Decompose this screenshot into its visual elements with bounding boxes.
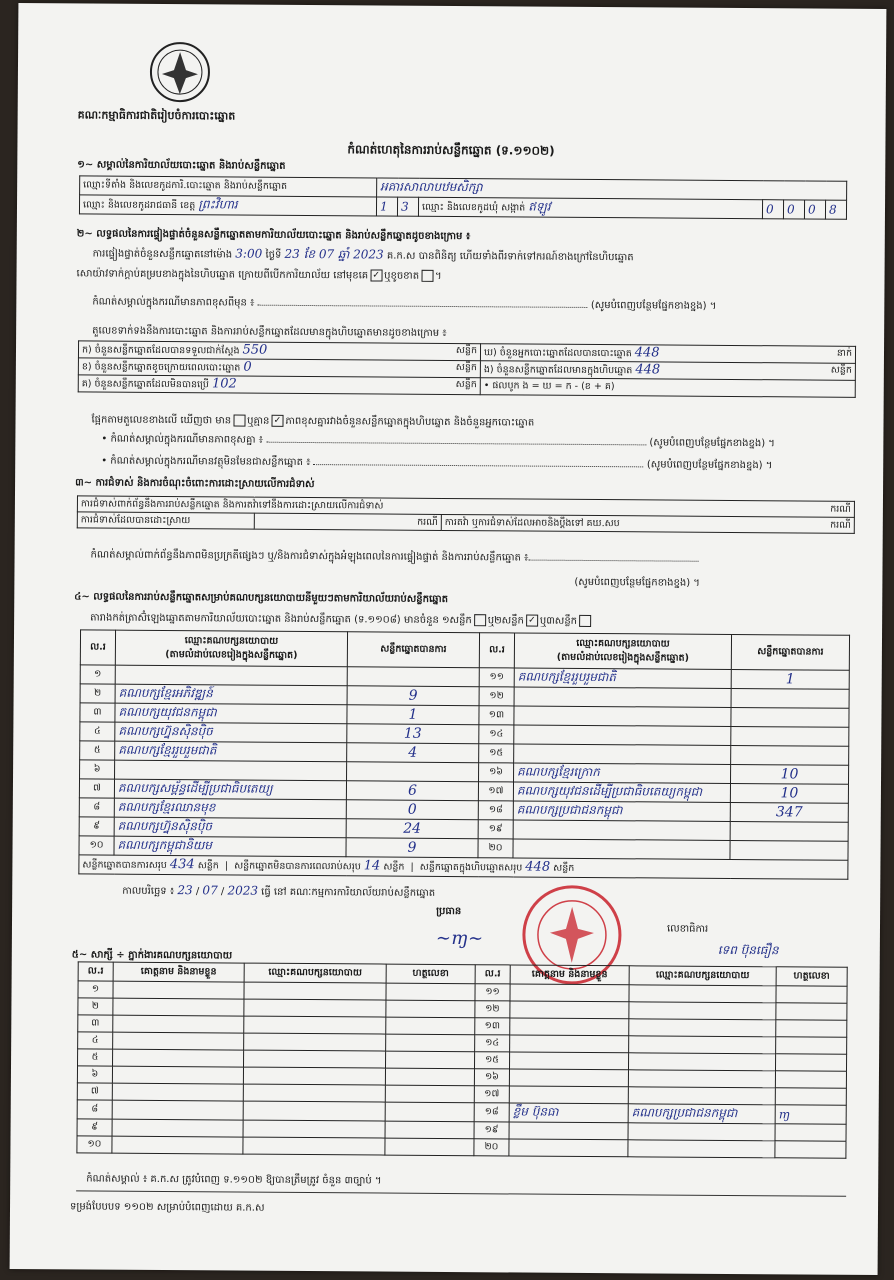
party-cell-votes: 4 (347, 743, 479, 763)
party-cell-no: ៤ (80, 722, 115, 741)
party-cell-party: គណបក្សខ្មែរឈានមុខ (114, 798, 346, 819)
party-cell-no2: ១៥ (479, 744, 514, 763)
party-cell-party: គណបក្សសម្ព័ន្ធដើម្បីប្រជាធិបតេយ្យ (114, 779, 346, 800)
org-header: គណៈកម្មាធិការជាតិរៀបចំការបោះឆ្នោត (77, 108, 236, 123)
witness-cell-party (244, 1016, 386, 1034)
witness-cell-name (112, 1066, 243, 1084)
note-line-1: កំណត់សម្គាល់ក្នុងករណីមានភាពខុសពីមុន ៖ (សូមបំពេញបន្ថែមផ្នែកខាងខ្នង) ។ (92, 296, 717, 312)
code-digit: 0 (804, 200, 825, 219)
party-cell-no2: ១៦ (479, 763, 514, 782)
date-line: កាលបរិច្ឆេទ ៖ 23 / 07 / 2023 ធ្វើ នៅ គណៈកម្មការការិយាល័យរាប់សន្លឹកឆ្នោត (122, 883, 436, 899)
party-cell-party: គណបក្សកម្ពុជានិយម (114, 836, 346, 857)
complaint-row-1: ការជំទាស់ពាក់ព័ន្ធនឹងការរាប់សន្លឹកឆ្នោត និងការតវ៉ាទៅនឹងការដោះស្រាយលើការជំទាស់ ករណី (77, 496, 854, 517)
party-cell-votes: 1 (347, 705, 479, 725)
party-cell-party2 (514, 706, 731, 727)
section-1-title: ១~ សម្គាល់នៃការិយាល័យបោះឆ្នោត និងរាប់សន្លឹកឆ្នោត (77, 159, 286, 172)
witness-cell-name2 (510, 1018, 629, 1036)
witness-cell-party2 (628, 1070, 775, 1088)
col-no: ល.រ (78, 962, 113, 981)
col-sign: ហត្ថលេខា (386, 964, 475, 984)
witness-cell-party (243, 1084, 385, 1102)
witness-cell-name2 (510, 984, 629, 1002)
stats-table (78, 340, 856, 397)
code-digit: 8 (825, 200, 846, 219)
witness-cell-no: ១០ (77, 1136, 112, 1153)
party-cell-votes2 (731, 688, 849, 708)
section-5-title: ៥~ សាក្សី ÷ ភ្នាក់ងារគណបក្សនយោបាយ (71, 949, 233, 962)
party-cell-votes: 9 (347, 686, 479, 706)
witness-cell-party (243, 1067, 385, 1085)
code-digit: 1 (376, 197, 397, 216)
witness-cell-sign2 (775, 1141, 846, 1158)
witness-cell-party (244, 982, 386, 1000)
witness-cell-party (244, 1033, 386, 1051)
col-party: ឈ្មោះគណបក្សនយោបាយ (629, 966, 776, 986)
section-3-title: ៣~ ការជំទាស់ និងការចំណុះចំពោះការដោះស្រាយលើការជំទាស់ (75, 477, 315, 491)
witness-cell-party (243, 1101, 385, 1121)
stats-intro: តួលេខទាក់ទងនឹងការបោះឆ្នោត និងការរាប់សន្លឹកឆ្នោតដែលមានក្នុងហិបឆ្នោតមានដូចខាងក្រោម ៖ (92, 325, 447, 339)
witness-cell-sign2 (775, 1124, 846, 1141)
party-cell-party: គណបក្សយុវជនកម្ពុជា (115, 703, 347, 724)
seal-line: សោយ៉ាវទាក់ក្ដាប់គម្របខាងក្នុងនៃហិបឆ្នោត ក្រោយពីបើកការិយាល័យ នៅមុខគេ ✓ ឬខូចខាត ។ (76, 268, 442, 282)
witness-cell-name (112, 1100, 243, 1120)
witness-cell-party (243, 1137, 385, 1155)
witness-cell-no2: ១១ (475, 984, 510, 1001)
party-cell-votes2 (731, 707, 849, 727)
witness-cell-no: ៦ (77, 1066, 112, 1083)
page-title: កំណត់ហេតុនៃការរាប់សន្លឹកឆ្នោត (ទ.១១០២) (347, 142, 555, 158)
witness-cell-name2 (510, 1001, 629, 1019)
party-cell-no2: ១១ (479, 668, 514, 687)
party-cell-party2: គណបក្សប្រជាជនកម្ពុជា (513, 801, 730, 822)
totals-row: សន្លឹកឆ្នោតបានការសរុប 434 សន្លឹក | សន្លឹកឆ្នោតមិនបានការពេលរាប់សរុប 14 សន្លឹក | សន្លឹកឆ្នោតក្នុងហិបឆ្នោតសរុប 448 សន្លឹក (79, 855, 848, 879)
witness-cell-no2: ១៧ (474, 1086, 509, 1103)
col-party: ឈ្មោះគណបក្សនយោបាយ (តាមលំដាប់លេខរៀងក្នុងសន្លឹកឆ្នោត) (514, 633, 731, 670)
nec-emblem-icon (148, 40, 212, 104)
count-time-line: ការផ្ទៀងផ្ទាត់ចំនួនសន្លឹកឆ្នោតនៅម៉ោង 3:00 ថ្ងៃទី 23 ខែ 07 ឆ្នាំ 2023 គ.ក.ស បានពិនិត្យ ហើយទាំងពីរទាក់ទៅករណ៍ខាងក្រៅនៃហិបឆ្នោត (92, 246, 634, 264)
witness-cell-sign (386, 1017, 475, 1035)
witness-cell-no2: ១៣ (475, 1018, 510, 1035)
witness-cell-sign2 (775, 1054, 846, 1071)
continue-note-4: (សូមបំពេញបន្ថែមផ្នែកខាងខ្នង) ។ (574, 576, 700, 589)
witness-cell-party (244, 1050, 386, 1068)
party-results-table (78, 629, 850, 879)
stat-e: ង) ចំនួនសន្លឹកឆ្នោតដែលមានក្នុងហិបឆ្នោត 448 សន្លឹក (480, 361, 855, 381)
witness-cell-name (112, 1083, 243, 1101)
party-cell-no2: ១៩ (478, 820, 513, 839)
witness-cell-party2 (628, 1087, 775, 1105)
party-cell-party: គណបក្សហ្វ៊ុនស៊ិនប៉ិច (114, 817, 346, 838)
witness-cell-sign (385, 1102, 474, 1122)
ballot-count-form (10, 3, 887, 1275)
party-cell-votes2 (730, 840, 848, 860)
witness-cell-name2 (509, 1139, 628, 1157)
party-cell-no: ៣ (80, 703, 115, 722)
witness-cell-name2 (509, 1086, 628, 1104)
col-votes: សន្លឹកឆ្នោតបានការ (347, 632, 479, 668)
witness-cell-sign (385, 1068, 474, 1086)
stat-a: ក) ចំនួនសន្លឹកឆ្នោតដែលបានទទួលជាក់ស្ដែង 550 សន្លឹក (78, 341, 480, 361)
witness-cell-sign2 (775, 1071, 846, 1088)
witness-cell-no: ១ (78, 981, 113, 998)
col-no: ល.រ (80, 630, 115, 665)
party-cell-votes2: 1 (731, 669, 849, 689)
witness-cell-party2: គណបក្សប្រជាជនកម្ពុជា (628, 1104, 775, 1124)
party-cell-party2: គណបក្សខ្មែរក្រោក (514, 763, 731, 784)
party-cell-party2: គណបក្សយុវជនដើម្បីប្រជាធិបតេយ្យកម្ពុជា (513, 782, 730, 803)
witness-cell-party (243, 1120, 385, 1138)
col-party: ឈ្មោះគណបក្សនយោបាយ (244, 963, 386, 983)
witness-cell-sign (386, 1051, 475, 1069)
party-cell-votes2: 347 (730, 802, 848, 822)
witness-cell-name (113, 1015, 244, 1033)
discrepancy-line: ផ្អែកតាមតួលេខខាងលើ ឃើញថា មាន ឬគ្មាន ✓ ភាពខុសគ្នារវាងចំនួនសន្លឹកឆ្នោតក្នុងហិបឆ្នោត និងចំនួនអ្នកបោះឆ្នោត (91, 414, 535, 429)
stat-b: ខ) ចំនួនសន្លឹកឆ្នោតខូចក្រោយពេលបោះឆ្នោត 0 សន្លឹក (78, 358, 480, 378)
party-cell-party2: គណបក្សខ្មែររួបរួមជាតិ (514, 668, 731, 689)
note-line-2: • កំណត់សម្គាល់ក្នុងករណីមានភាពខុសគ្នា ៖ (សូមបំពេញបន្ថែមផ្នែកខាងខ្នង) ។ (101, 433, 775, 450)
party-cell-party (115, 665, 347, 686)
witness-cell-name (113, 1049, 244, 1067)
witness-cell-no2: ១៨ (474, 1103, 509, 1122)
col-votes: សន្លឹកឆ្នោតបានការ (731, 634, 849, 670)
witness-cell-sign2 (776, 1003, 847, 1020)
party-cell-votes2: 10 (730, 764, 848, 784)
party-cell-party: គណបក្សហ្វ៊ុនស៊ិនប៉ិច (115, 722, 347, 743)
office-label: ឈ្មោះទីតាំង និងលេខកូដការិ.បោះឆ្នោត និងរាប់សន្លឹកឆ្នោត (80, 176, 377, 197)
party-cell-votes: 6 (346, 781, 478, 801)
party-cell-votes2: 10 (730, 783, 848, 803)
section-2-title: ២~ លទ្ធផលនៃការផ្ទៀងផ្ទាត់ចំនួនសន្លឹកឆ្នោតតាមការិយាល័យបោះឆ្នោត និងរាប់សន្លឹកឆ្នោតដូចខាងក្រោម ៖ (76, 228, 471, 243)
footer-divider (76, 1190, 846, 1196)
witness-table (76, 961, 847, 1158)
commune-label: ឈ្មោះ និងលេខកូដឃុំ សង្កាត់ ឥឡូវ (418, 197, 762, 218)
witness-cell-name (113, 998, 244, 1016)
office-table (79, 175, 847, 219)
form-code: ទម្រង់បែបបទ ១១០២ សម្រាប់បំពេញដោយ គ.ក.ស (69, 1201, 265, 1214)
party-cell-no2: ២០ (478, 839, 513, 858)
case-unit: ករណី (254, 513, 441, 530)
party-cell-votes: 13 (347, 724, 479, 744)
chairman-label: ប្រធាន (436, 905, 462, 918)
witness-cell-no: ២ (78, 998, 113, 1015)
complaint-row-2b: ការតវ៉ា ឬការជំទាស់ដែលអាចនិងប្ដឹងទៅ គឃ.សប ករណី (441, 514, 854, 533)
complaints-table (77, 495, 855, 533)
secretary-name: ទេព ប៊ុនធឿន (717, 942, 779, 958)
footer-note: កំណត់សម្គាល់ ៖ គ.ក.ស ត្រូវបំពេញ ទ.១១០២ ឱ្យបានត្រឹមត្រូវ ចំនួន ៣ច្បាប់ ។ (86, 1173, 382, 1187)
witness-cell-no: ៤ (78, 1032, 113, 1049)
witness-cell-name (112, 1119, 243, 1137)
witness-cell-sign (385, 1121, 474, 1139)
stat-formula: • ផលបូក ង = ឃ = ក - (ខ + គ) (480, 378, 855, 398)
party-cell-no: ១០ (79, 836, 114, 855)
witness-cell-party2 (629, 1036, 776, 1054)
party-cell-votes (347, 667, 479, 687)
stat-c: គ) ចំនួនសន្លឹកឆ្នោតដែលមិនបានប្រើ 102 សន្លឹក (78, 375, 480, 395)
witness-cell-party2 (629, 985, 776, 1003)
record-line: តារាងកត់ត្រាស៊ំឡេងឆ្នោតតាមការិយាល័យបោះឆ្នោត និងរាប់សន្លឹកឆ្នោត (ទ.១១០៨) មានចំនួន ១សន្លឹក ឬ២សន្លឹក ✓ ឬ៣សន្លឹក (90, 612, 593, 629)
party-cell-no: ៧ (79, 779, 114, 798)
stat-d: ឃ) ចំនួនអ្នកបោះឆ្នោតដែលបានបោះឆ្នោត 448 នាក់ (480, 344, 855, 364)
witness-cell-name (113, 1032, 244, 1050)
col-name: គោត្តនាម និងនាមខ្លួន (113, 962, 244, 982)
witness-cell-no2: ១៩ (474, 1122, 509, 1139)
witness-cell-name (112, 1136, 243, 1154)
witness-cell-sign (386, 1034, 475, 1052)
note-line-3: • កំណត់សម្គាល់ក្នុងករណីមានវត្ថុមិនមែនជាសន្លឹកឆ្នោត ៖ (សូមបំពេញបន្ថែមផ្នែកខាងខ្នង) ។ (101, 455, 773, 472)
party-cell-no: ៩ (79, 817, 114, 836)
secretary-label: លេខាធិការ (666, 923, 709, 935)
province-label: ឈ្មោះ និងលេខកូដរាជធានី ខេត្ត ព្រះវិហារ (79, 195, 376, 216)
col-sign: ហត្ថលេខា (776, 967, 847, 986)
witness-cell-no2: ១៦ (474, 1069, 509, 1086)
witness-cell-sign (386, 983, 475, 1001)
witness-cell-name2 (509, 1052, 628, 1070)
col-no: ល.រ (475, 965, 510, 984)
party-cell-votes (347, 762, 479, 782)
witness-cell-sign2 (776, 986, 847, 1003)
office-value: អគារសាលាបឋមសិក្សា (377, 178, 847, 200)
party-cell-no: ៦ (80, 760, 115, 779)
witness-cell-sign (385, 1085, 474, 1103)
witness-cell-party (244, 999, 386, 1017)
witness-cell-sign2 (776, 1020, 847, 1037)
note-line-4: កំណត់សម្គាល់ពាក់ព័ន្ធនឹងភាពមិនប្រក្រតីផ្សេងៗ ឬ/និងការជំទាស់ក្នុងអំឡុងពេលនៃការផ្ទៀងផ្ទាត់ និងការរាប់សន្លឹកឆ្នោត ៖ (91, 550, 699, 566)
party-cell-no: ៨ (79, 798, 114, 817)
party-cell-no2: ១២ (479, 687, 514, 706)
party-cell-no2: ១៨ (478, 801, 513, 820)
witness-cell-party2 (629, 1019, 776, 1037)
col-no: ល.រ (479, 633, 514, 668)
party-cell-party (115, 760, 347, 781)
party-cell-votes2 (730, 821, 848, 841)
code-digit: 0 (783, 200, 804, 219)
witness-cell-no2: ១២ (475, 1001, 510, 1018)
section-4-title: ៤~ លទ្ធផលនៃការរាប់សន្លឹកឆ្នោតសម្រាប់គណបក្សនយោបាយនីមួយៗតាមការិយាល័យរាប់សន្លឹកឆ្នោត (74, 591, 449, 605)
party-cell-votes2 (731, 745, 849, 765)
party-cell-votes: 9 (346, 838, 478, 858)
party-cell-no2: ១៣ (479, 706, 514, 725)
party-cell-votes2 (731, 726, 849, 746)
witness-cell-name2 (510, 1035, 629, 1053)
witness-cell-no2: ១៥ (475, 1052, 510, 1069)
complaint-row-2a: ការជំទាស់ដែលបានដោះស្រាយ (77, 512, 254, 529)
party-cell-party2 (513, 839, 730, 860)
witness-cell-no: ៩ (77, 1119, 112, 1136)
witness-cell-no: ៣ (78, 1015, 113, 1032)
witness-cell-sign2: ɱ (775, 1105, 846, 1124)
col-name: គោត្តនាម និងនាមខ្លួន (510, 965, 629, 985)
code-digit: 0 (762, 200, 783, 219)
col-party: ឈ្មោះគណបក្សនយោបាយ (តាមលំដាប់លេខរៀងក្នុងសន្លឹកឆ្នោត) (115, 630, 347, 667)
party-cell-no: ២ (80, 684, 115, 703)
party-cell-party2 (514, 744, 731, 765)
party-cell-party: គណបក្សខ្មែររួបរួមជាតិ (115, 741, 347, 762)
party-cell-no: ៥ (80, 741, 115, 760)
witness-cell-party2 (628, 1053, 775, 1071)
code-digit: 3 (397, 197, 418, 216)
witness-cell-party2 (629, 1002, 776, 1020)
party-cell-party2 (513, 820, 730, 841)
witness-cell-no: ៧ (77, 1083, 112, 1100)
witness-cell-no: ៥ (78, 1049, 113, 1066)
witness-cell-sign2 (776, 1037, 847, 1054)
witness-cell-party2 (628, 1123, 775, 1141)
witness-cell-party2 (628, 1140, 775, 1158)
witness-cell-name2 (509, 1069, 628, 1087)
party-cell-votes: 0 (346, 800, 478, 820)
witness-cell-sign (385, 1138, 474, 1156)
witness-cell-sign2 (775, 1088, 846, 1105)
party-cell-no2: ១៤ (479, 725, 514, 744)
witness-cell-no: ៨ (77, 1100, 112, 1119)
witness-cell-name2: ខ្លឹម ប៊ុនធា (509, 1103, 628, 1123)
witness-cell-no2: ២០ (474, 1139, 509, 1156)
party-cell-no2: ១៧ (478, 782, 513, 801)
witness-cell-sign (386, 1000, 475, 1018)
witness-cell-name (113, 981, 244, 999)
witness-cell-name2 (509, 1122, 628, 1140)
party-cell-no: ១ (80, 665, 115, 684)
party-cell-party: គណបក្សខ្មែរអភិវឌ្ឍន៍ (115, 684, 347, 705)
party-cell-votes: 24 (346, 819, 478, 839)
chairman-signature: ~ɱ~ (435, 927, 484, 950)
witness-cell-no2: ១៤ (475, 1035, 510, 1052)
party-cell-party2 (514, 687, 731, 708)
party-cell-party2 (514, 725, 731, 746)
